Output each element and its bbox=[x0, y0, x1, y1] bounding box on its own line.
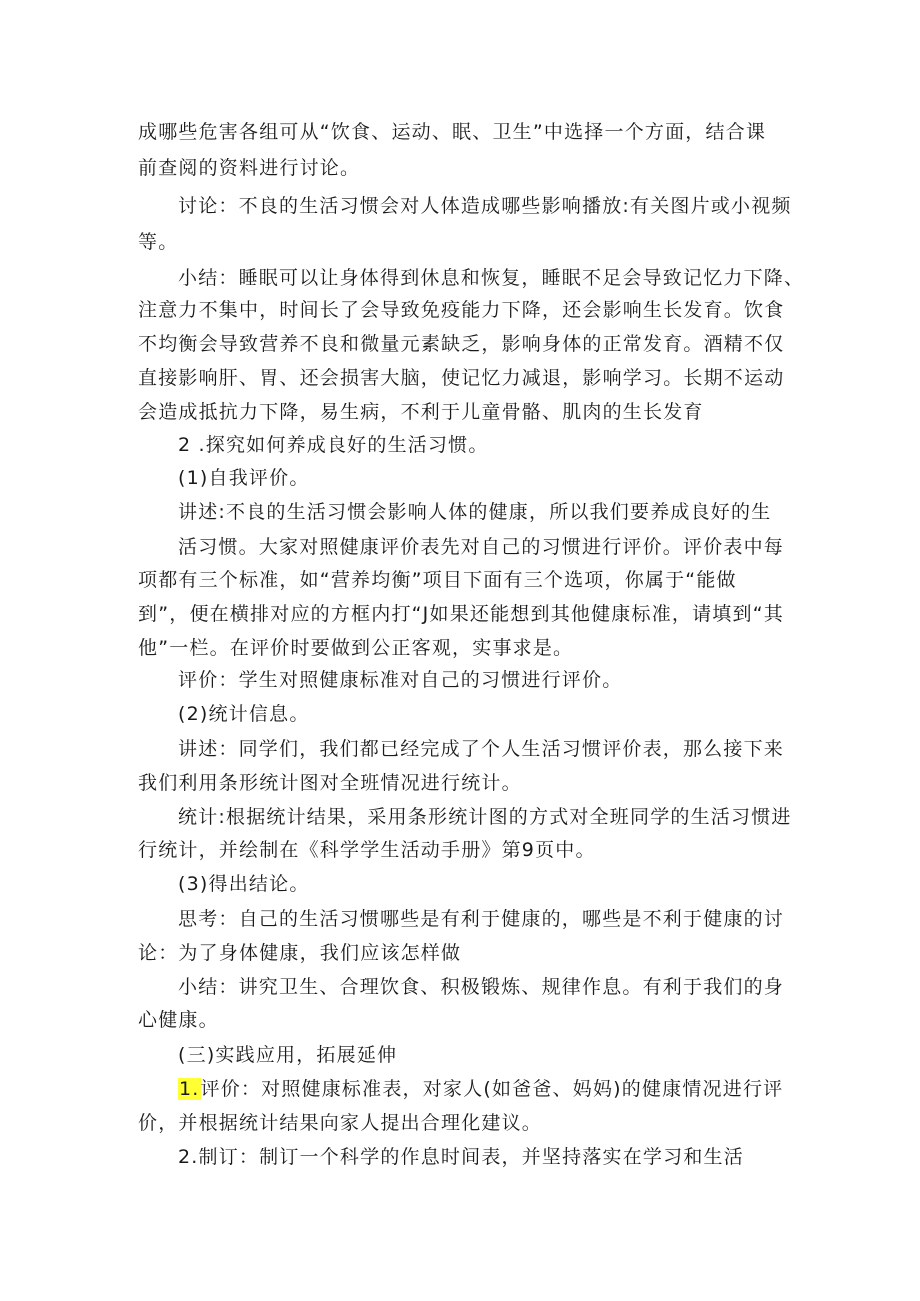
subsection-heading: (3)得出结论。 bbox=[178, 873, 310, 895]
paragraph-line: 不均衡会导致营养不良和微量元素缺乏，影响身体的正常发育。酒精不仅 bbox=[138, 333, 785, 355]
paragraph-line: 直接影响肝、胃、还会损害大脑，使记忆力减退，影响学习。长期不运动 bbox=[138, 367, 785, 389]
paragraph-line: 到”，便在横排对应的方框内打“J如果还能想到其他健康标准，请填到“其 bbox=[138, 603, 784, 625]
paragraph-line: 注意力不集中，时间长了会导致免疫能力下降，还会影响生长发育。饮食 bbox=[138, 299, 785, 321]
section-heading: (三)实践应用，拓展延伸 bbox=[178, 1044, 398, 1066]
paragraph-line: 论：为了身体健康，我们应该怎样做 bbox=[138, 942, 462, 964]
subsection-heading: (2)统计信息。 bbox=[178, 703, 310, 725]
section-heading: 2 .探究如何养成良好的生活习惯。 bbox=[178, 434, 489, 456]
paragraph-line: 活习惯。大家对照健康评价表先对自己的习惯进行评价。评价表中每 bbox=[178, 536, 785, 558]
paragraph-line: 价，并根据统计结果向家人提出合理化建议。 bbox=[138, 1112, 543, 1134]
paragraph-line: 我们利用条形统计图对全班情况进行统计。 bbox=[138, 772, 522, 794]
paragraph-line: 心健康。 bbox=[138, 1009, 219, 1031]
list-item-1-text: 评价：对照健康标准表，对家人(如爸爸、妈妈)的健康情况进行评 bbox=[200, 1078, 784, 1100]
paragraph-line: 讨论：不良的生活习惯会对人体造成哪些影响播放:有关图片或小视频 bbox=[178, 195, 792, 217]
paragraph-line: 统计:根据统计结果，采用条形统计图的方式对全班同学的生活习惯进 bbox=[178, 806, 792, 828]
list-item-1 bbox=[178, 1077, 783, 1101]
paragraph-line: 行统计，并绘制在《科学学生活动手册》第9页中。 bbox=[138, 839, 596, 861]
paragraph-line: 思考：自己的生活习惯哪些是有利于健康的，哪些是不利于健康的讨 bbox=[178, 908, 785, 930]
paragraph-line: 成哪些危害各组可从“饮食、运动、眠、卫生”中选择一个方面，结合课 bbox=[138, 121, 767, 143]
item-number-highlight: 1. bbox=[179, 1078, 200, 1100]
paragraph-line: 小结：睡眠可以让身体得到休息和恢复，睡眠不足会导致记忆力下降、 bbox=[178, 267, 805, 289]
paragraph-line: 项都有三个标准，如“营养均衡”项目下面有三个选项，你属于“能做 bbox=[138, 569, 737, 591]
paragraph-line: 小结：讲究卫生、合理饮食、积极锻炼、规律作息。有利于我们的身 bbox=[178, 976, 785, 998]
paragraph-line: 等。 bbox=[138, 231, 179, 253]
list-item-2: 2.制订：制订一个科学的作息时间表，并坚持落实在学习和生活 bbox=[178, 1146, 744, 1168]
paragraph-line: 评价：学生对照健康标准对自己的习惯进行评价。 bbox=[178, 669, 623, 691]
subsection-heading: (1)自我评价。 bbox=[178, 467, 310, 489]
paragraph-line: 他”一栏。在评价时要做到公正客观，实事求是。 bbox=[138, 637, 574, 659]
paragraph-line: 会造成抵抗力下降，易生病，不利于儿童骨骼、肌肉的生长发育 bbox=[138, 401, 704, 423]
paragraph-line: 讲述:不良的生活习惯会影响人体的健康，所以我们要养成良好的生 bbox=[178, 501, 772, 523]
paragraph-line: 讲述：同学们，我们都已经完成了个人生活习惯评价表，那么接下来 bbox=[178, 738, 785, 760]
paragraph-line: 前查阅的资料进行讨论。 bbox=[138, 157, 361, 179]
